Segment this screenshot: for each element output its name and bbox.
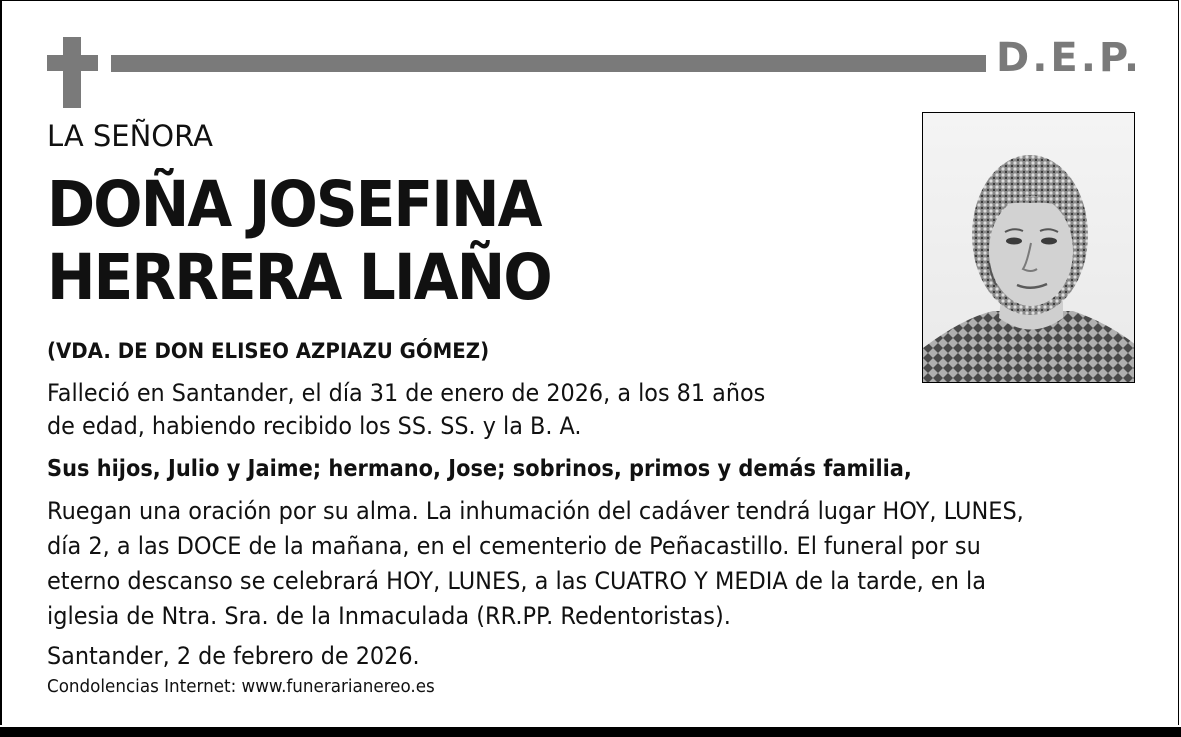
deceased-name [47, 168, 551, 314]
name-line: DOÑA JOSEFINA [47, 168, 541, 241]
portrait-photo [922, 112, 1135, 383]
bottom-border [0, 727, 1181, 737]
widow-of: (VDA. DE DON ELISEO AZPIAZU GÓMEZ) [47, 339, 490, 363]
death-notice-line: Falleció en Santander, el día 31 de enero de 2026, a los 81 años [47, 379, 766, 407]
place-date: Santander, 2 de febrero de 2026. [47, 642, 420, 670]
service-line: día 2, a las DOCE de la mañana, en el cementerio de Peñacastillo. El funeral por su [47, 532, 981, 560]
header-rule [111, 55, 986, 72]
portrait-illustration [923, 113, 1135, 383]
name-line: HERRERA LIAÑO [47, 241, 551, 314]
death-notice-line: de edad, habiendo recibido los SS. SS. y la B. A. [47, 412, 582, 440]
service-line: Ruegan una oración por su alma. La inhumación del cadáver tendrá lugar HOY, LUNES, [47, 497, 1024, 525]
dep-label: D.E.P. [996, 35, 1143, 81]
service-details [47, 494, 1024, 634]
title-prefix: LA SEÑORA [47, 119, 213, 153]
service-line: eterno descanso se celebrará HOY, LUNES, a las CUATRO Y MEDIA de la tarde, en la [47, 567, 987, 595]
condolences-link[interactable]: Condolencias Internet: www.funerarianereo.es [47, 676, 435, 697]
death-notice [47, 377, 765, 443]
family-list: Sus hijos, Julio y Jaime; hermano, Jose; sobrinos, primos y demás familia, [47, 456, 912, 482]
service-line: iglesia de Ntra. Sra. de la Inmaculada (RR.PP. Redentoristas). [47, 602, 731, 630]
